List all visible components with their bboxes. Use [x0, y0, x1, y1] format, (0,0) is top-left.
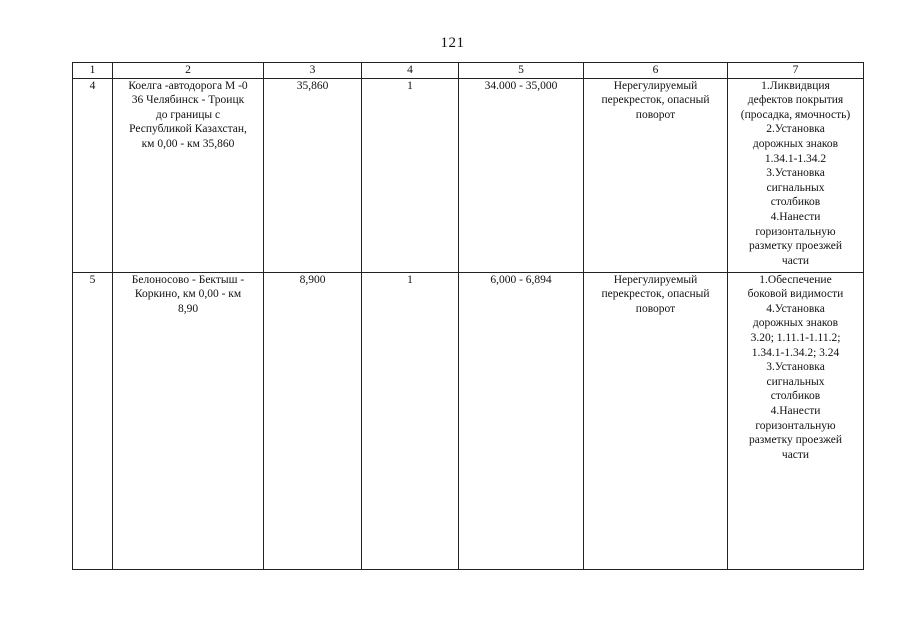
column-header-5: 5: [459, 63, 584, 79]
column-header-6: 6: [584, 63, 728, 79]
header-row: [73, 63, 864, 79]
section-cell: 6,000 - 6,894: [459, 272, 584, 569]
road-name-cell: Коелга -автодорога М -0 36 Челябинск - Троицк до границы с Республикой Казахстан, км 0,00 - км 35,860: [113, 78, 264, 272]
measures-cell: 1.Обеспечение боковой видимости 4.Установка дорожных знаков 3.20; 1.11.1-1.11.2; 1.34.1-1.34.2; 3.24 3.Установка сигнальных столбиков 4.Нанести горизонтальную разметку проезжей части: [728, 272, 864, 569]
count-cell: 1: [362, 272, 459, 569]
page-number: 121: [440, 35, 465, 51]
column-header-3: 3: [264, 63, 362, 79]
length-cell: 35,860: [264, 78, 362, 272]
table-row: [73, 78, 864, 272]
road-measures-table: [72, 62, 864, 570]
column-header-2: 2: [113, 63, 264, 79]
reason-cell: Нерегулируемый перекресток, опасный поворот: [584, 78, 728, 272]
length-cell: 8,900: [264, 272, 362, 569]
table-row: [73, 272, 864, 569]
section-cell: 34.000 - 35,000: [459, 78, 584, 272]
row-number-cell: 5: [73, 272, 113, 569]
column-header-4: 4: [362, 63, 459, 79]
column-header-1: 1: [73, 63, 113, 79]
reason-cell: Нерегулируемый перекресток, опасный поворот: [584, 272, 728, 569]
road-name-cell: Белоносово - Бектыш - Коркино, км 0,00 - км 8,90: [113, 272, 264, 569]
count-cell: 1: [362, 78, 459, 272]
row-number-cell: 4: [73, 78, 113, 272]
measures-cell: 1.Ликвидвция дефектов покрытия (просадка, ямочность) 2.Установка дорожных знаков 1.34.1-1.34.2 3.Установка сигнальных столбиков 4.Нанести горизонтальную разметку проезжей части: [728, 78, 864, 272]
column-header-7: 7: [728, 63, 864, 79]
